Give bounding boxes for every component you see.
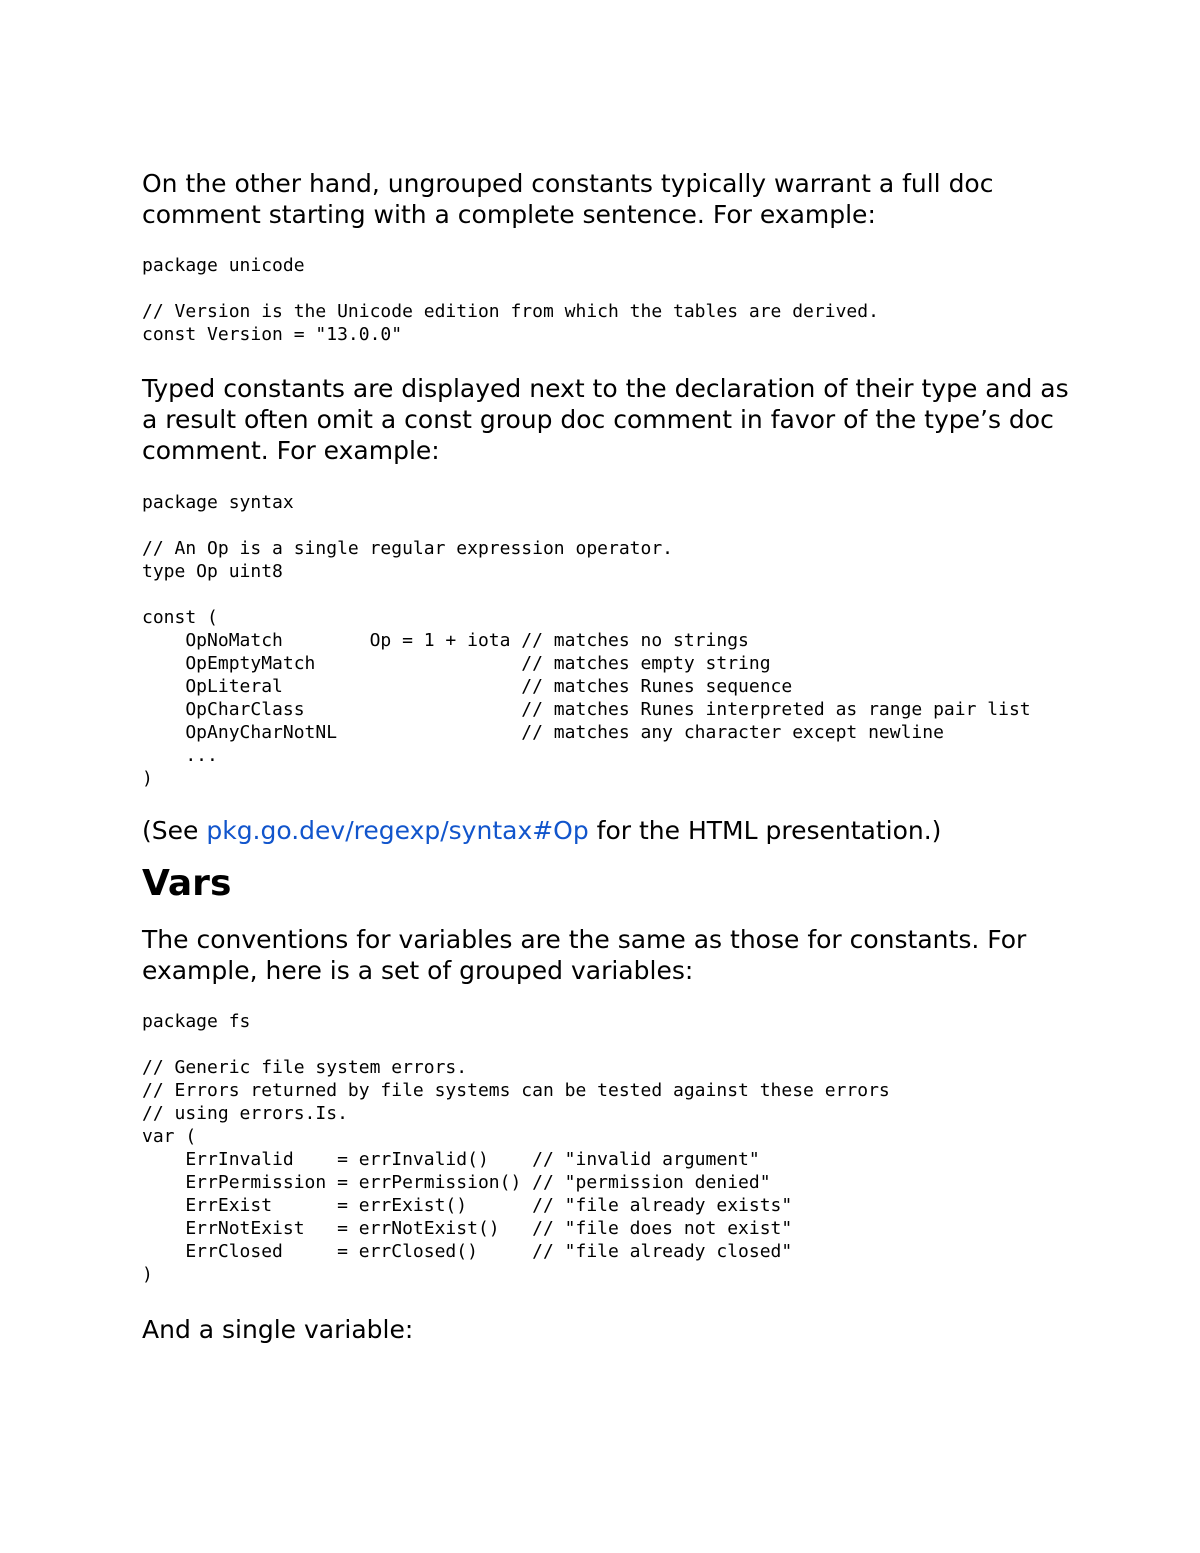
document-page — [142, 168, 1082, 1345]
code-block-fs-errors: package fs // Generic file system errors. // Errors returned by file systems can be tested against these errors // using errors.Is. var ( ErrInvalid = errInvalid() // "invalid argument" ErrPermission = errPermission() // "permission denied" ErrExist = errExist() // "file already exists" ErrNotExist = errNotExist() // "file does not exist" ErrClosed = errClosed() // "file already closed" ) — [142, 1011, 890, 1285]
paragraph-single-variable: And a single variable: — [142, 1315, 414, 1344]
paragraph-typed-constants: Typed constants are displayed next to the declaration of their type and as a result often omit a const group doc comment in favor of the type’s doc comment. For example: — [142, 374, 1069, 465]
paragraph-ungrouped-constants: On the other hand, ungrouped constants typically warrant a full doc comment starting with a complete sentence. For example: — [142, 169, 994, 229]
paragraph-variable-conventions: The conventions for variables are the same as those for constants. For example, here is a set of grouped variables: — [142, 925, 1027, 985]
see-suffix-text: for the HTML presentation.) — [588, 816, 942, 845]
code-block-unicode-version: package unicode // Version is the Unicode edition from which the tables are derived. const Version = "13.0.0" — [142, 255, 879, 345]
see-prefix-text: (See — [142, 816, 207, 845]
code-block-syntax-op: package syntax // An Op is a single regular expression operator. type Op uint8 const ( OpNoMatch Op = 1 + iota // matches no strings OpEmptyMatch // matches empty string OpLiteral // matches Runes sequence OpCharClass // matches Runes interpreted as range pair list OpAnyCharNotNL // matches any character except newline ... ) — [142, 492, 1031, 789]
vars-heading: Vars — [142, 863, 232, 904]
syntax-op-link[interactable]: pkg.go.dev/regexp/syntax#Op — [206, 816, 589, 845]
paragraph-see-link — [142, 815, 1082, 846]
